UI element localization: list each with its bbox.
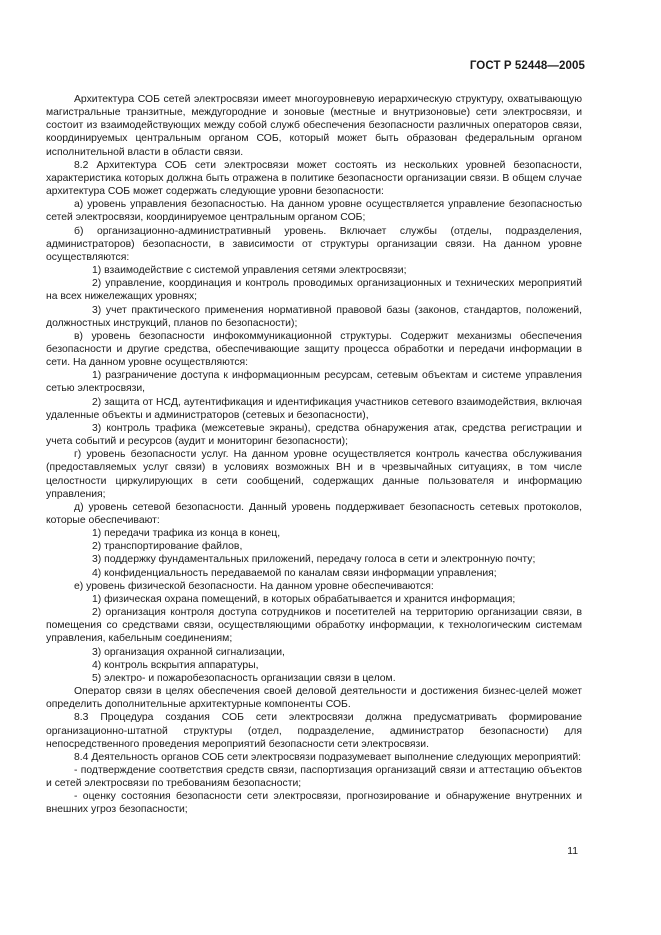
subitem-e-5: 5) электро- и пожаробезопасность организации связи в целом. — [92, 672, 396, 684]
subitem-e-2: 2) организация контроля доступа сотрудников и посетителей на территорию организации связи, в помещения со средствами связи, осуществляющими обработку информации, к технологическим системам управления, кабельным соединениям; — [46, 607, 582, 645]
paragraph-architecture-intro: Архитектура СОБ сетей электросвязи имеет многоуровневую иерархическую структуру, охватывающую магистральные транзитные, междугородние и зоновые (местные и внутризоновые) сети электросвязи, и состоит из взаимодействующих между собой служб обеспечения безопасности различных операторов связи, координируемых центральным органом СОБ, который может быть образован федеральным органом исполнительной власти в области связи. — [46, 94, 582, 158]
item-a-management-level: а) уровень управления безопасностью. На данном уровне осуществляется управление безопасностью сетей электросвязи, координируемое центральным органом СОБ; — [46, 199, 582, 224]
bullet-assessment: - оценку состояния безопасности сети электросвязи, прогнозирование и обнаружение внутренних и внешних угроз безопасности; — [46, 791, 582, 816]
subitem-b-1: 1) взаимодействие с системой управления сетями электросвязи; — [92, 265, 407, 277]
subitem-v-1: 1) разграничение доступа к информационным ресурсам, сетевым объектам и системе управления сетью электросвязи, — [46, 370, 582, 395]
subitem-d-2: 2) транспортирование файлов, — [92, 541, 243, 553]
subitem-d-4: 4) конфиденциальность передаваемой по каналам связи информации управления; — [92, 567, 497, 579]
subitem-b-2: 2) управление, координация и контроль проводимых организационных и технических мероприятий на всех нижележащих уровнях; — [46, 278, 582, 303]
paragraph-8-2: 8.2 Архитектура СОБ сети электросвязи может состоять из нескольких уровней безопасности, характеристика которых должна быть отражена в политике безопасности организации связи. В общем случае архитектура СОБ может содержать следующие уровни безопасности: — [46, 159, 582, 198]
subitem-e-3: 3) организация охранной сигнализации, — [92, 646, 285, 658]
item-v-infocomm-level: в) уровень безопасности инфокоммуникационной структуры. Содержит механизмы обеспечения безопасности и другие средства, обеспечивающие защиту процесса обработки и передачи информации в сети. На данном уровне осуществляются: — [46, 330, 582, 369]
subitem-d-3: 3) поддержку фундаментальных приложений, передачу голоса в сети и электронную почту; — [92, 554, 536, 566]
paragraph-operator-note: Оператор связи в целях обеспечения своей деловой деятельности и достижения бизнес-целей может определить дополнительные архитектурные компоненты СОБ. — [46, 686, 582, 711]
paragraph-8-3: 8.3 Процедура создания СОБ сети электросвязи должна предусматривать формирование организационно-штатной структуры (отдел, подразделение, администратор безопасности) для непосредственного проведения мероприятий безопасности сети электросвязи. — [46, 712, 582, 750]
standard-header: ГОСТ Р 52448—2005 — [469, 60, 585, 72]
subitem-b-3: 3) учет практического применения нормативной правовой базы (законов, стандартов, положений, должностных инструкций, планов по безопасности); — [46, 304, 582, 329]
subitem-v-2: 2) защита от НСД, аутентификация и идентификация участников сетевого взаимодействия, включая удаленные объекты и администраторов (сетевых и безопасности), — [46, 396, 582, 421]
page-number: 11 — [567, 846, 578, 857]
item-d-network-level: д) уровень сетевой безопасности. Данный уровень поддерживает безопасность сетевых протоколов, которые обеспечивают: — [46, 501, 582, 526]
subitem-v-3: 3) контроль трафика (межсетевые экраны), средства обнаружения атак, средства регистрации и учета событий и ресурсов (аудит и мониторинг безопасности); — [46, 422, 582, 448]
paragraph-8-4: 8.4 Деятельность органов СОБ сети электросвязи подразумевает выполнение следующих мероприятий: — [74, 751, 582, 763]
subitem-e-1: 1) физическая охрана помещений, в которых обрабатывается и хранится информация; — [92, 593, 516, 605]
bullet-conformity: - подтверждение соответствия средств связи, паспортизация организаций связи и аттестацию объектов и сетей электросвязи по требованиям безопасности; — [46, 764, 582, 790]
subitem-d-1: 1) передачи трафика из конца в конец, — [92, 528, 281, 540]
document-body — [46, 93, 582, 817]
item-e-physical-level: е) уровень физической безопасности. На данном уровне обеспечиваются: — [74, 580, 434, 592]
subitem-e-4: 4) контроль вскрытия аппаратуры, — [92, 659, 259, 671]
item-b-organizational-level: б) организационно-административный уровень. Включает службы (отделы, подразделения, администраторов) безопасности, в зависимости от структуры организации связи. На данном уровне осуществляются: — [46, 225, 582, 263]
item-g-services-level: г) уровень безопасности услуг. На данном уровне осуществляется контроль качества обслуживания (предоставляемых услуг связи) в условиях возможных ВН и в чрезвычайных ситуациях, в том числе целостности циркулирующих в сети сообщений, содержащих данные пользователя и информацию управления; — [46, 449, 582, 500]
